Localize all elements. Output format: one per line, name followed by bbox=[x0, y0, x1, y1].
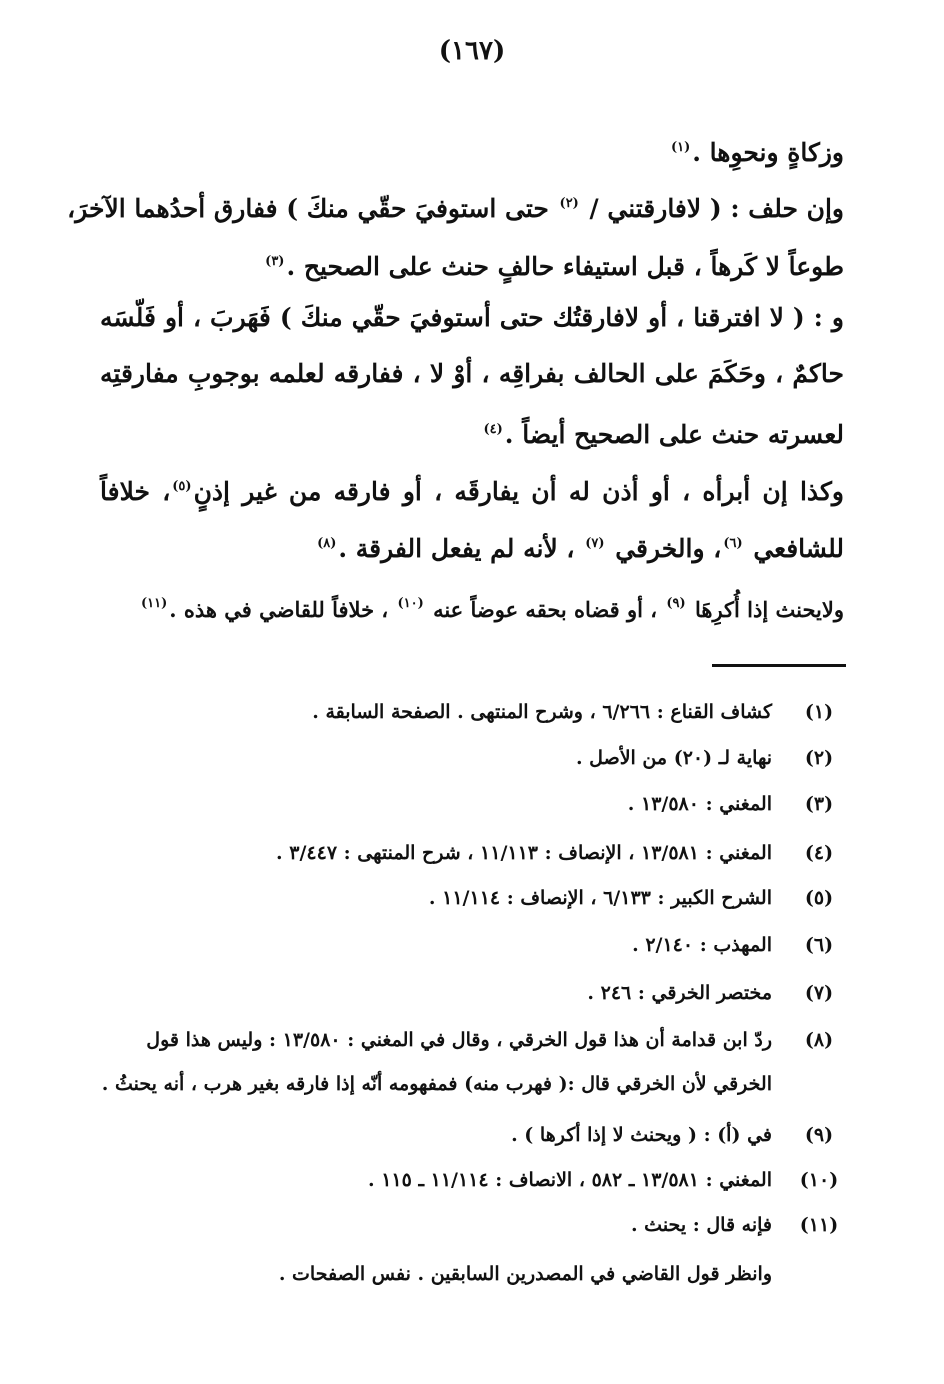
footnote: (٦)المهذب : ٢/١٤٠ . bbox=[632, 934, 834, 956]
footnote: (١٠)المغني : ١٣/٥٨١ ـ ٥٨٢ ، الانصاف : ١١/١١٤ ـ ١١٥ . bbox=[367, 1169, 839, 1191]
footnote: (٢)نهاية لـ (٢٠) من الأصل . bbox=[575, 747, 834, 769]
footnote: (١١)فإنه قال : يحنث . bbox=[630, 1214, 839, 1236]
body-line: ولايحنث إذا أُكرِهَا $^{(٩)}$ ، أو قضاه بحقه عوضاً عنه $^{(١٠)}$ ، خلافاً للقاضي في هذه .$^{(١١)}$ bbox=[140, 596, 844, 622]
body-line: وزكاةٍ ونحوِها .$^{(١)}$ bbox=[670, 138, 844, 167]
footnote-continuation: الخرقي لأن الخرقي قال :( فهرب منه) فمفهومه أنّه إذا فارقه بغير هرب ، أنه يحنثُ . bbox=[101, 1073, 772, 1095]
footnote: (٥)الشرح الكبير : ٦/١٣٣ ، الإنصاف : ١١/١١٤ . bbox=[428, 887, 834, 909]
body-line: وكذا إن أبرأه ، أو أذن له أن يفارقَه ، أو فارقه من غير إذنٍ$^{(٥)}$، خلافاً bbox=[100, 477, 844, 506]
footnote: (٩)في (أ) : ( ويحنث لا إذا أكرها ) . bbox=[511, 1124, 834, 1146]
footnote: (١)كشاف القناع : ٦/٢٦٦ ، وشرح المنتهى . الصفحة السابقة . bbox=[312, 701, 834, 723]
footnote: (٤)المغني : ١٣/٥٨١ ، الإنصاف : ١١/١١٣ ، شرح المنتهى : ٣/٤٤٧ . bbox=[276, 842, 834, 864]
body-line: لعسرته حنث على الصحيح أيضاً .$^{(٤)}$ bbox=[483, 420, 844, 449]
footnote: (٨)ردّ ابن قدامة أن هذا قول الخرقي ، وقال في المغني : ١٣/٥٨٠ : وليس هذا قول bbox=[146, 1029, 834, 1051]
body-line: حاكمٌ ، وحَكَمَ على الحالف بفراقِه ، أوْ لا ، ففارقه لعلمه بوجوبِ مفارقتِه bbox=[100, 359, 844, 388]
body-line: وإن حلف : ( لافارقتني / $^{(٢)}$ حتى استوفيَ حقّي منكَ ) ففارق أحدُهما الآخرَ، bbox=[67, 194, 844, 223]
body-line: للشافعي $^{(٦)}$، والخرقي $^{(٧)}$ ، لأنه لم يفعل الفرقة .$^{(٨)}$ bbox=[317, 534, 844, 563]
body-line: طوعاً لا كَرهاً ، قبل استيفاء حالفٍ حنث على الصحيح .$^{(٣)}$ bbox=[265, 252, 844, 281]
footnote-continuation: وانظر قول القاضي في المصدرين السابقين . نفس الصفحات . bbox=[278, 1263, 772, 1285]
page-number: (١٦٧) bbox=[438, 36, 506, 66]
body-line: و : ( لا افترقنا ، أو لافارقتُك حتى أستوفيَ حقّي منكَ ) فَهَربَ ، أو فَلّسَه bbox=[100, 303, 844, 332]
footnote: (٧)مختصر الخرقي : ٢٤٦ . bbox=[587, 982, 834, 1004]
footnote-divider bbox=[712, 664, 846, 667]
footnote: (٣)المغني : ١٣/٥٨٠ . bbox=[627, 793, 834, 815]
